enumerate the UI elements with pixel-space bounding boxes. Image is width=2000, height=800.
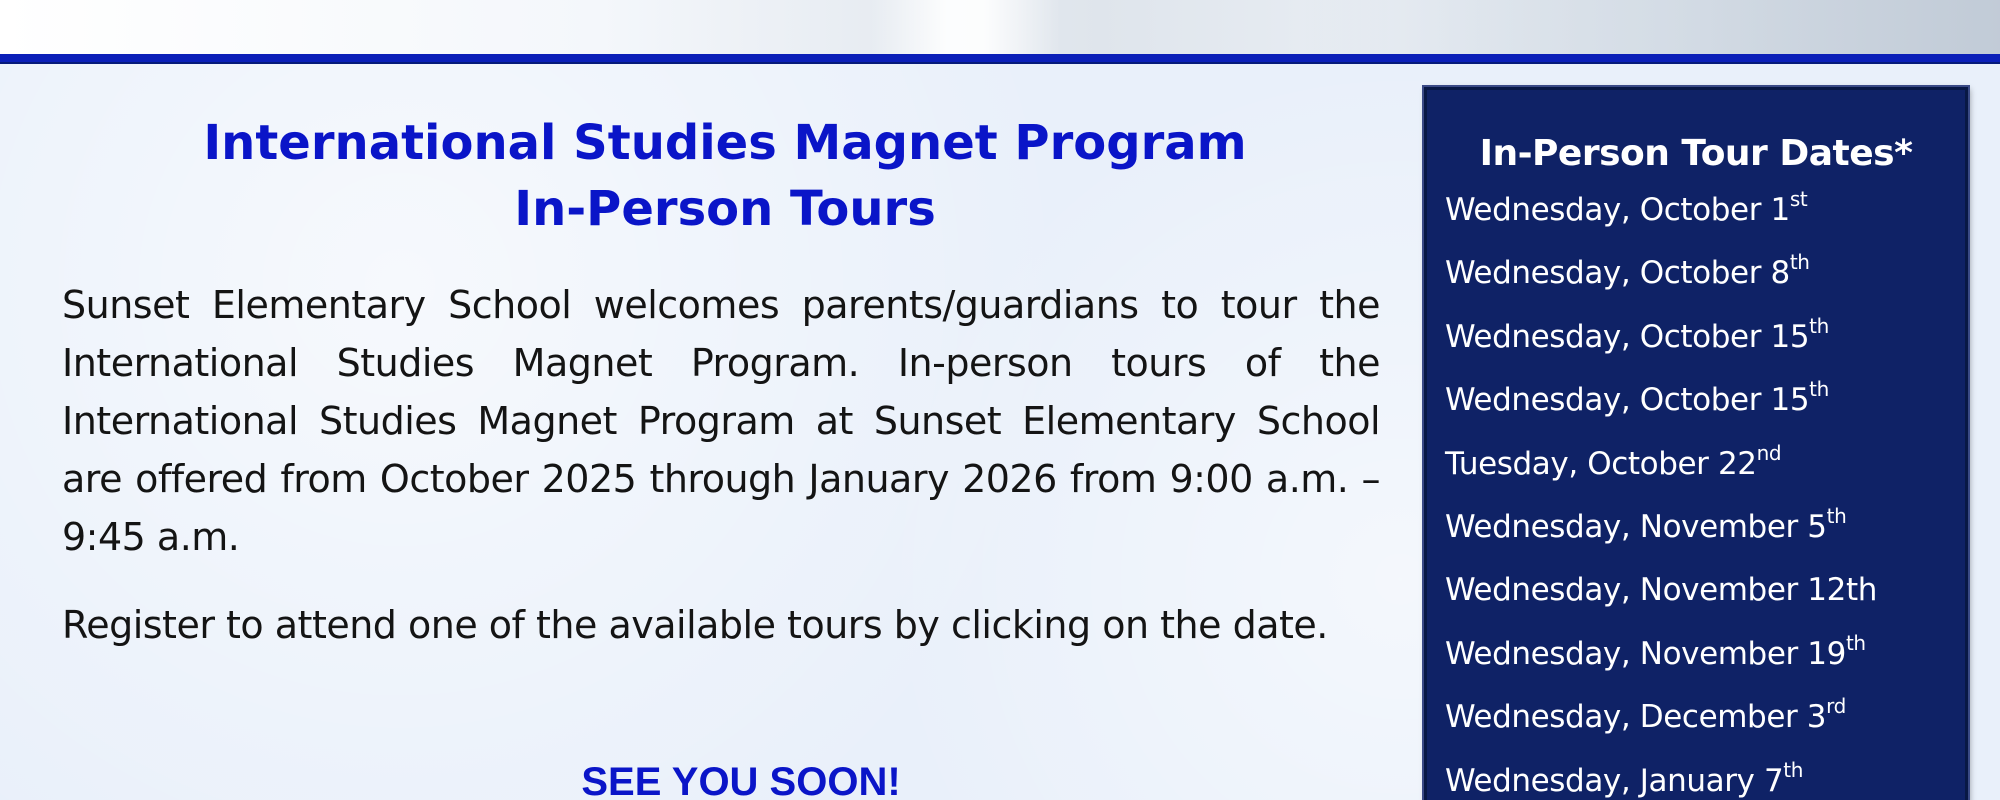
tour-date-text: Wednesday, October 15 (1445, 382, 1810, 419)
tour-date-link[interactable] (1445, 503, 1955, 570)
page-title (60, 110, 1390, 242)
tour-date-suffix: th (1809, 313, 1829, 338)
tour-date-suffix: th (1845, 630, 1866, 655)
tour-date-suffix: th (1783, 757, 1804, 782)
tour-date-link[interactable] (1445, 440, 1955, 507)
tour-date-suffix: th (1826, 503, 1847, 528)
tour-date-link[interactable] (1445, 250, 1955, 316)
tour-date-link[interactable] (1445, 630, 1955, 697)
tour-date-suffix: th (1809, 377, 1829, 402)
page-title-line-1: International Studies Magnet Program (203, 115, 1247, 171)
tour-date-text: Wednesday, January 7 (1445, 762, 1784, 799)
tour-date-text: Wednesday, November 12th (1445, 572, 1877, 609)
tour-date-text: Tuesday, October 22 (1445, 445, 1757, 482)
tour-date-suffix: th (1789, 250, 1810, 275)
tour-date-text: Wednesday, October 1 (1445, 192, 1790, 228)
tour-dates-panel (1424, 87, 1968, 800)
tour-date-link[interactable] (1445, 313, 1955, 380)
closing-message: SEE YOU SOON! (581, 760, 901, 800)
tour-date-link[interactable] (1445, 694, 1955, 760)
header-divider (0, 54, 2000, 64)
tour-date-text: Wednesday, October 8 (1445, 255, 1790, 292)
tour-date-text: Wednesday, November 5 (1445, 508, 1827, 545)
tour-date-link[interactable] (1445, 187, 1955, 253)
tour-date-text: Wednesday, December 3 (1445, 699, 1827, 736)
tour-date-suffix: st (1789, 187, 1808, 211)
tour-dates-heading: In-Person Tour Dates* (1479, 133, 1913, 174)
page-title-line-2: In-Person Tours (514, 181, 936, 237)
tour-date-suffix: nd (1756, 440, 1782, 465)
banner-trees (1300, 0, 2000, 56)
tour-date-link[interactable] (1445, 757, 1955, 800)
tour-date-text: Wednesday, October 15 (1445, 318, 1810, 355)
register-instructions: Register to attend one of the available tours by clicking on the date. (62, 603, 1328, 647)
tour-dates-list (1445, 187, 1955, 800)
tour-date-text: Wednesday, November 19 (1445, 635, 1846, 672)
tour-date-suffix: rd (1826, 694, 1846, 719)
intro-paragraph: Sunset Elementary School welcomes parents/guardians to tour the International Studies Magnet Program. In-person tours of the International Studies Magnet Program at Sunset Elementary School are offered from October 2025 through January 2026 from 9:00 a.m. – 9:45 a.m. (62, 283, 1380, 559)
header-banner-image (0, 0, 2000, 56)
tour-date-link[interactable] (1445, 570, 1955, 633)
tour-date-link[interactable] (1445, 377, 1955, 443)
banner-highlight (870, 0, 1060, 56)
